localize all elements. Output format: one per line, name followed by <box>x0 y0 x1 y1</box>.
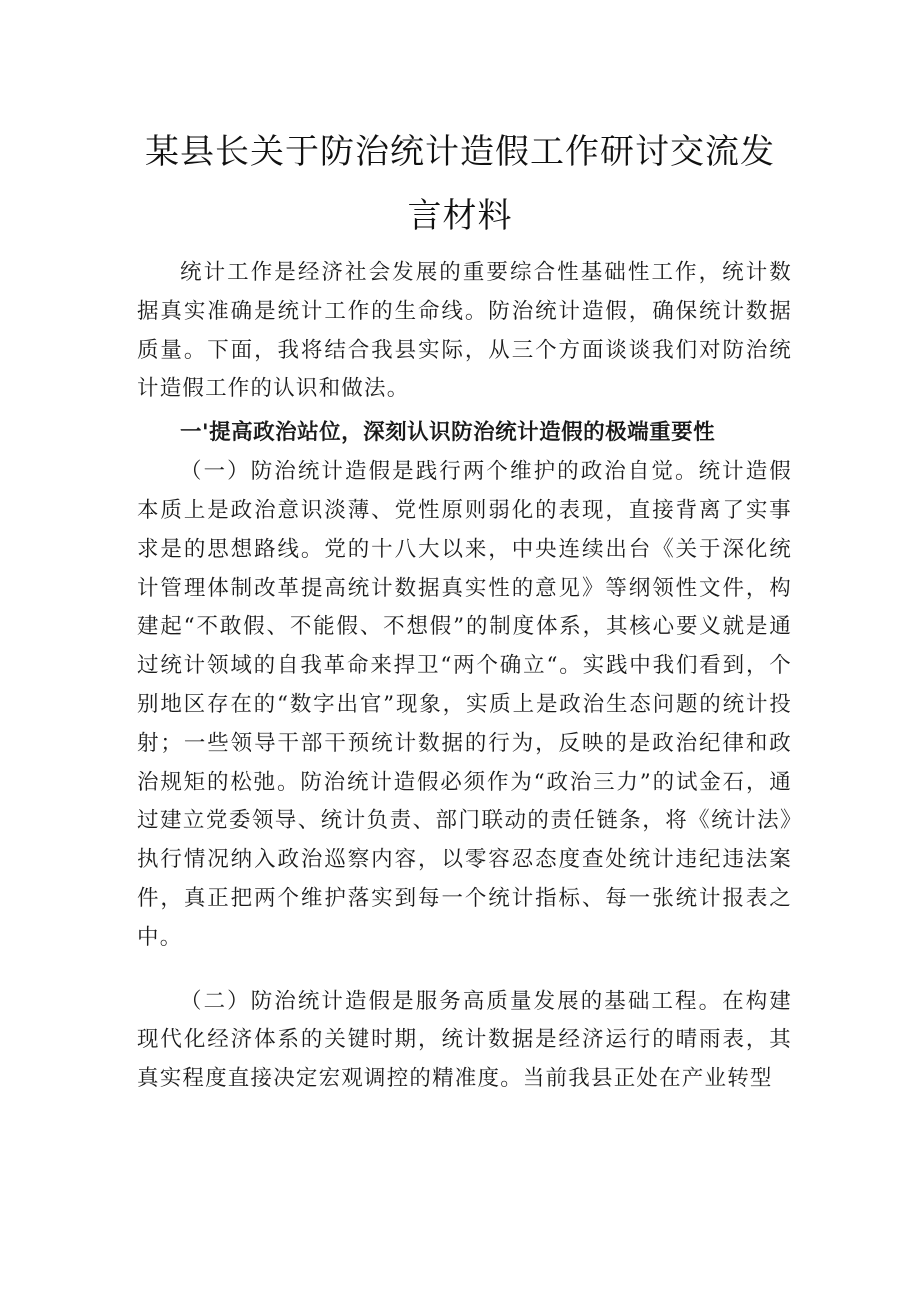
document-title-line-1: 某县长关于防治统计造假工作研讨交流发 <box>145 132 775 172</box>
intro-paragraph: 统计工作是经济社会发展的重要综合性基础性工作，统计数据真实准确是统计工作的生命线。防治统计造假，确保统计数据质量。下面，我将结合我县实际，从三个方面谈谈我们对防治统计造假工作的认识和做法。 <box>137 260 792 402</box>
paragraph-2: （二）防治统计造假是服务高质量发展的基础工程。在构建现代化经济体系的关键时期，统计数据是经济运行的晴雨表，其真实程度直接决定宏观调控的精准度。当前我县正处在产业转型 <box>137 988 792 1092</box>
document-title-line-2: 言材料 <box>407 196 513 236</box>
document-body <box>137 254 792 1099</box>
section-heading-1: 一'提高政治站位，深刻认识防治统计造假的极端重要性 <box>180 420 716 446</box>
paragraph-1: （一）防治统计造假是践行两个维护的政治自觉。统计造假本质上是政治意识淡薄、党性原则弱化的表现，直接背离了实事求是的思想路线。党的十八大以来，中央连续出台《关于深化统计管理体制改革提高统计数据真实性的意见》等纲领性文件，构建起“不敢假、不能假、不想假”的制度体系，其核心要义就是通过统计领域的自我革命来捍卫“两个确立“。实践中我们看到，个别地区存在的“数字出官”现象，实质上是政治生态问题的统计投射；一些领导干部干预统计数据的行为，反映的是政治纪律和政治规矩的松弛。防治统计造假必须作为“政治三力”的试金石，通过建立党委领导、统计负责、部门联动的责任链条，将《统计法》执行情况纳入政治巡察内容，以零容忍态度查处统计违纪违法案件，真正把两个维护落实到每一个统计指标、每一张统计报表之中。 <box>137 459 792 950</box>
